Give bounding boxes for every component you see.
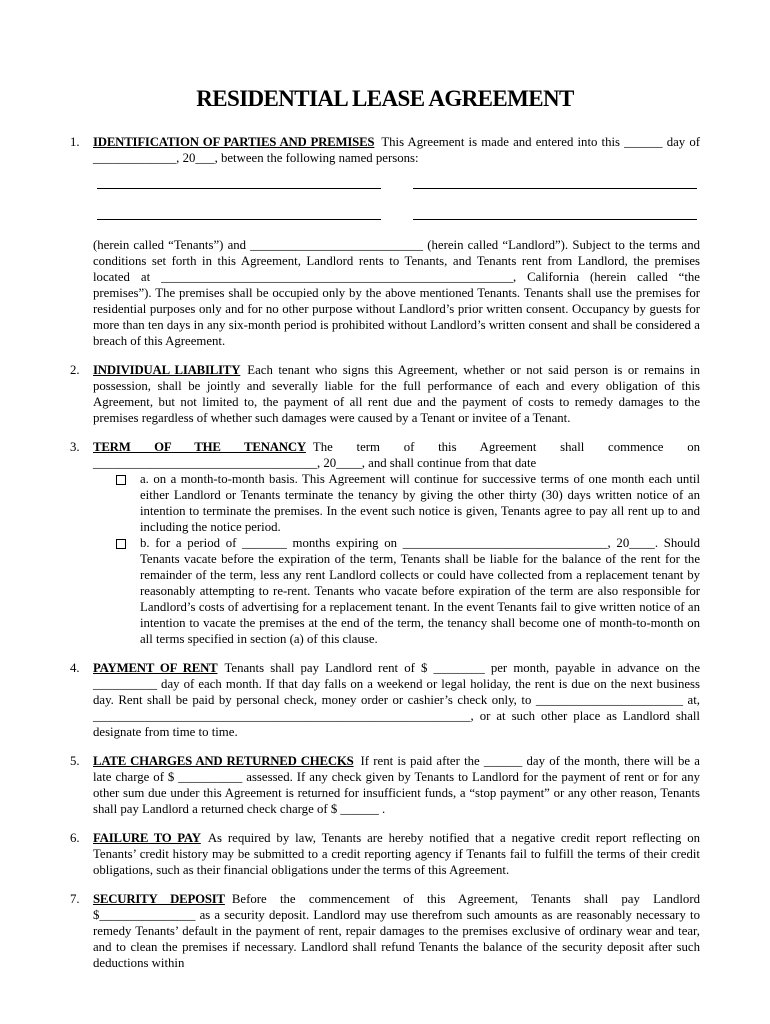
term-option-text: a. on a month-to-month basis. This Agreement will continue for successive terms of one month each until either Landlord or Tenants terminate the tenancy by giving the other thirty (30) days written notice of an intention to terminate the premises. In the event such notice is given, Tenants agree to pay all rent up to and including the notice period. [140,472,700,534]
section-heading: LATE CHARGES AND RETURNED CHECKS [93,754,354,768]
section-content [93,660,700,740]
section-content [93,891,700,971]
section-heading: INDIVIDUAL LIABILITY [93,363,241,377]
name-blank-line [97,187,381,189]
section-intro-paragraph [93,134,700,166]
section-term-of-tenancy [70,439,700,647]
section-number: 6. [70,831,80,845]
term-option-a [115,471,700,535]
checkbox-icon [116,539,126,549]
section-failure-to-pay [70,830,700,878]
name-blank-line [413,218,697,220]
blank-line-row [93,218,700,220]
section-heading: SECURITY DEPOSIT [93,892,225,906]
section-body-paragraph [93,753,700,817]
section-heading: TERM OF THE TENANCY [93,440,306,454]
section-heading: FAILURE TO PAY [93,831,201,845]
section-number: 5. [70,754,80,768]
tenant-name-blank-lines [93,187,700,220]
section-number: 4. [70,661,80,675]
section-content [93,362,700,426]
section-content [93,753,700,817]
section-body-paragraph [93,439,700,471]
section-heading: PAYMENT OF RENT [93,661,218,675]
section-individual-liability [70,362,700,426]
section-heading: IDENTIFICATION OF PARTIES AND PREMISES [93,135,375,149]
section-body-paragraph [93,362,700,426]
section-payment-of-rent [70,660,700,740]
section-body-text: Each tenant who signs this Agreement, whether or not said person is or remains in possession, shall be jointly and severally liable for the full performance of each and every obligation of this Agreement, but not limited to, the payment of all rent due and the payment of costs to remedy damages to the premises regardless of whether such damages were caused by a Tenant or invitee of a Tenant. [93,363,700,425]
section-body-paragraph: (herein called “Tenants”) and ___________________________ (herein called “Landlord”). Subject to the terms and conditions set forth in this Agreement, Landlord rents to Tenants, and Tenants rent from Landlord, the premises located at _______________________________________________________, California (herein called “the premises”). The premises shall be occupied only by the above mentioned Tenants. Tenants shall use the premises for residential purposes only and for no other purpose without Landlord’s prior written consent. Occupancy by guests for more than ten days in any six-month period is prohibited without Landlord’s written consent and shall be considered a breach of this Agreement. [93,238,700,348]
section-intro-text: This Agreement is made and entered into this ______ day of _____________, 20___, between the following named persons: [93,135,700,165]
section-number: 1. [70,135,80,149]
checkbox-icon [116,475,126,485]
section-late-charges [70,753,700,817]
section-body-paragraph [93,891,700,971]
name-blank-line [413,187,697,189]
name-blank-line [97,218,381,220]
term-options-list [115,471,700,647]
section-body-paragraph [93,660,700,740]
term-option-b [115,535,700,647]
section-body-text: Tenants shall pay Landlord rent of $ ________ per month, payable in advance on the __________ day of each month. If that day falls on a weekend or legal holiday, the rent is due on the next business day. Rent shall be paid by personal check, money order or cashier’s check only, to _______________________ at, ___________________________________________________________, or at such other place as Landlord shall designate from time to time. [93,661,700,739]
section-body-text: Before the commencement of this Agreement, Tenants shall pay Landlord $_______________ as a security deposit. Landlord may use therefrom such amounts as are reasonably necessary to remedy Tenants’ default in the payment of rent, repair damages to the premises exclusive of ordinary wear and tear, and to clean the premises if necessary. Landlord shall refund Tenants the balance of the security deposit after such deductions within [93,892,700,970]
term-option-text: b. for a period of _______ months expiring on ________________________________, 20____. Should Tenants vacate before the expiration of the term, Tenants shall be liable for the balance of the rent for the remainder of the term, less any rent Landlord collects or could have collected from a replacement tenant by reasonably attempting to re-rent. Tenants who vacate before expiration of the term are also responsible for Landlord’s costs of advertising for a replacement tenant. In the event Tenants fail to give written notice of an intention to vacate the premises at the end of the term, the tenancy shall become one of month-to-month on all terms specified in section (a) of this clause. [140,536,700,646]
blank-line-row [93,187,700,189]
section-body-text: If rent is paid after the ______ day of the month, there will be a late charge of $ __________ assessed. If any check given by Tenants to Landlord for the payment of rent or for any other sum due under this Agreement is returned for insufficient funds, a “stop payment” or any other reason, Tenants shall pay Landlord a returned check charge of $ ______ . [93,754,700,816]
section-content [93,134,700,349]
section-number: 3. [70,440,80,454]
section-number: 2. [70,363,80,377]
section-security-deposit [70,891,700,971]
section-number: 7. [70,892,80,906]
section-content [93,439,700,647]
section-identification-of-parties [70,134,700,349]
document-title: RESIDENTIAL LEASE AGREEMENT [196,86,574,111]
section-body-text: As required by law, Tenants are hereby notified that a negative credit report reflecting on Tenants’ credit history may be submitted to a credit reporting agency if Tenants fail to fulfill the terms of their credit obligations, such as their financial obligations under the terms of this Agreement. [93,831,700,877]
section-body-paragraph [93,830,700,878]
section-content [93,830,700,878]
section-body-text: The term of this Agreement shall commence on ___________________________________, 20____, and shall continue from that date [93,440,701,470]
